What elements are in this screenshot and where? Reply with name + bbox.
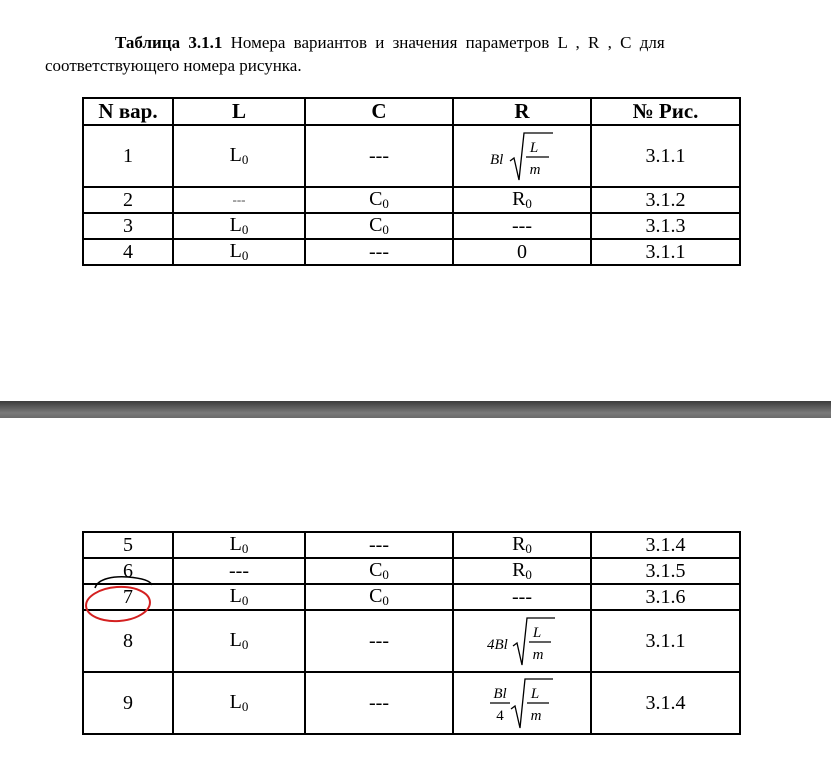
cell-l: $L_0$: [173, 584, 305, 610]
cell-l: ---: [173, 187, 305, 213]
table-row: [83, 532, 740, 558]
cell-figure: 3.1.5: [591, 558, 740, 584]
cell-variant: 2: [83, 187, 173, 213]
formula-bl-sqrt-l-m: [487, 128, 557, 184]
cell-l: $L_0$: [173, 672, 305, 734]
cell-r: $R_0$: [453, 532, 591, 558]
cell-variant: 1: [83, 125, 173, 187]
cell-l: $L_0$: [173, 239, 305, 265]
cell-variant: 4: [83, 239, 173, 265]
cell-l: $L_0$: [173, 213, 305, 239]
formula-bl-numerator: Bl: [493, 686, 507, 702]
cell-figure: 3.1.1: [591, 125, 740, 187]
parameters-table-bottom: [82, 531, 741, 735]
cell-r: [453, 672, 591, 734]
formula-bl-text: Bl: [490, 152, 504, 168]
header-l: L: [173, 98, 305, 125]
cell-c: ---: [305, 610, 453, 672]
cell-l: $L_0$: [173, 125, 305, 187]
cell-variant: 8: [83, 610, 173, 672]
cell-c: $C_0$: [305, 213, 453, 239]
header-variant: N вар.: [83, 98, 173, 125]
cell-c: ---: [305, 672, 453, 734]
cell-l: $L_0$: [173, 610, 305, 672]
formula-numerator: L: [529, 140, 539, 156]
formula-numerator: L: [530, 686, 540, 702]
formula-denominator: m: [529, 162, 541, 178]
cell-r: [453, 125, 591, 187]
formula-4-denominator: 4: [496, 708, 504, 724]
table-row: [83, 213, 740, 239]
caption-label: Таблица 3.1.1: [115, 33, 223, 52]
cell-figure: 3.1.1: [591, 239, 740, 265]
table-row: [83, 187, 740, 213]
cell-variant: 7: [83, 584, 173, 610]
cell-variant: 3: [83, 213, 173, 239]
cell-l: $L_0$: [173, 532, 305, 558]
cell-c: ---: [305, 532, 453, 558]
cell-c: $C_0$: [305, 187, 453, 213]
header-figure: № Рис.: [591, 98, 740, 125]
cell-variant: 9: [83, 672, 173, 734]
table-row: [83, 125, 740, 187]
cell-r: ---: [453, 584, 591, 610]
header-r: R: [453, 98, 591, 125]
cell-r: 0: [453, 239, 591, 265]
page-divider: [0, 401, 831, 418]
table-row: [83, 558, 740, 584]
cell-figure: 3.1.6: [591, 584, 740, 610]
table-caption: [45, 31, 778, 77]
table-row: [83, 610, 740, 672]
cell-variant: 6: [83, 558, 173, 584]
header-row: [83, 98, 740, 125]
cell-c: ---: [305, 125, 453, 187]
caption-text-1: Номера вариантов и значения параметров L , R , C для: [230, 33, 665, 52]
header-c: C: [305, 98, 453, 125]
formula-denominator: m: [530, 708, 542, 724]
cell-c: ---: [305, 239, 453, 265]
cell-l: ---: [173, 558, 305, 584]
table-row: [83, 584, 740, 610]
formula-bl-over-4-sqrt-l-m: [487, 674, 557, 732]
caption-line-1: [45, 31, 778, 54]
cell-figure: 3.1.4: [591, 672, 740, 734]
cell-variant: 5: [83, 532, 173, 558]
caption-line-2: соответствующего номера рисунка.: [45, 56, 302, 75]
cell-r: $R_0$: [453, 558, 591, 584]
cell-figure: 3.1.3: [591, 213, 740, 239]
cell-figure: 3.1.4: [591, 532, 740, 558]
formula-4bl-sqrt-l-m: [485, 613, 559, 669]
cell-c: $C_0$: [305, 584, 453, 610]
cell-r: [453, 610, 591, 672]
cell-figure: 3.1.2: [591, 187, 740, 213]
formula-4bl-text: 4Bl: [487, 637, 508, 653]
table-row: [83, 239, 740, 265]
table-row: [83, 672, 740, 734]
cell-r: ---: [453, 213, 591, 239]
cell-r: $R_0$: [453, 187, 591, 213]
cell-figure: 3.1.1: [591, 610, 740, 672]
cell-c: $C_0$: [305, 558, 453, 584]
formula-numerator: L: [532, 625, 542, 641]
parameters-table-top: [82, 97, 741, 266]
formula-denominator: m: [532, 647, 544, 663]
